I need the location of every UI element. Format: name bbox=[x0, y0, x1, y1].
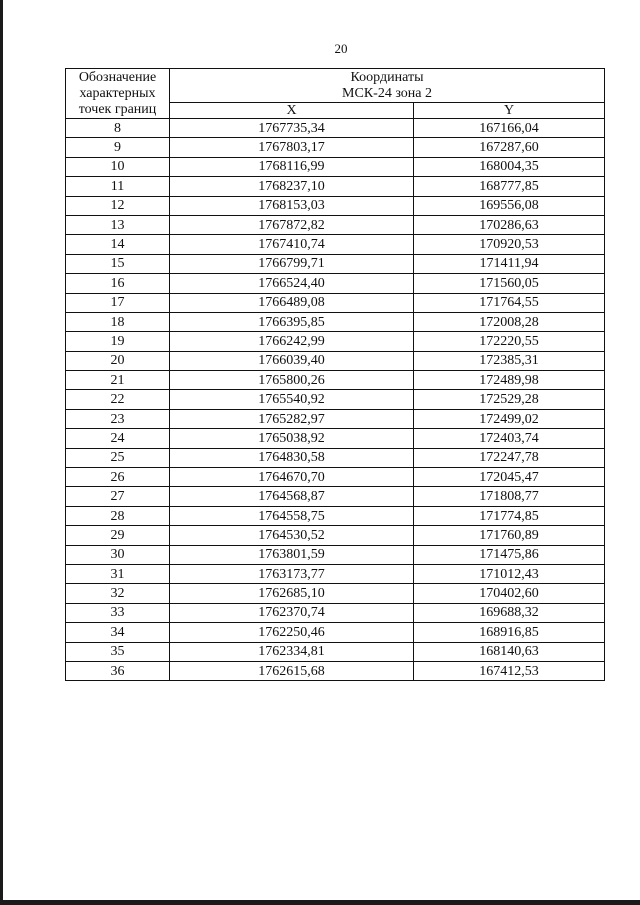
y-cell: 167287,60 bbox=[414, 138, 605, 157]
x-cell: 1767410,74 bbox=[170, 235, 414, 254]
table-row bbox=[66, 371, 605, 390]
point-header-line: характерных bbox=[79, 85, 156, 101]
x-cell: 1762334,81 bbox=[170, 642, 414, 661]
x-header: X bbox=[170, 103, 414, 119]
table-row bbox=[66, 506, 605, 525]
x-cell: 1768116,99 bbox=[170, 157, 414, 176]
x-cell: 1762250,46 bbox=[170, 623, 414, 642]
x-cell: 1766799,71 bbox=[170, 254, 414, 273]
point-header bbox=[66, 69, 170, 119]
x-cell: 1766524,40 bbox=[170, 274, 414, 293]
point-cell: 19 bbox=[66, 332, 170, 351]
table-row bbox=[66, 545, 605, 564]
table-row bbox=[66, 448, 605, 467]
y-cell: 171475,86 bbox=[414, 545, 605, 564]
table-row bbox=[66, 642, 605, 661]
point-cell: 11 bbox=[66, 177, 170, 196]
point-cell: 34 bbox=[66, 623, 170, 642]
point-cell: 12 bbox=[66, 196, 170, 215]
table-row bbox=[66, 293, 605, 312]
point-header-line: Обозначение bbox=[78, 69, 157, 85]
y-cell: 170402,60 bbox=[414, 584, 605, 603]
x-cell: 1766395,85 bbox=[170, 312, 414, 331]
point-cell: 21 bbox=[66, 371, 170, 390]
point-cell: 8 bbox=[66, 119, 170, 138]
table-row bbox=[66, 138, 605, 157]
table-row bbox=[66, 312, 605, 331]
table-row bbox=[66, 409, 605, 428]
x-cell: 1767803,17 bbox=[170, 138, 414, 157]
y-cell: 169556,08 bbox=[414, 196, 605, 215]
y-cell: 168140,63 bbox=[414, 642, 605, 661]
table-row bbox=[66, 429, 605, 448]
y-cell: 170286,63 bbox=[414, 215, 605, 234]
y-cell: 171012,43 bbox=[414, 564, 605, 583]
y-cell: 171764,55 bbox=[414, 293, 605, 312]
table-row bbox=[66, 351, 605, 370]
coordinates-header bbox=[170, 69, 605, 103]
table-row bbox=[66, 119, 605, 138]
point-cell: 26 bbox=[66, 468, 170, 487]
y-cell: 167166,04 bbox=[414, 119, 605, 138]
x-cell: 1767872,82 bbox=[170, 215, 414, 234]
table-row bbox=[66, 390, 605, 409]
x-cell: 1762370,74 bbox=[170, 603, 414, 622]
point-cell: 24 bbox=[66, 429, 170, 448]
table-row bbox=[66, 157, 605, 176]
page-edge-bottom bbox=[0, 900, 640, 905]
point-cell: 27 bbox=[66, 487, 170, 506]
y-cell: 171774,85 bbox=[414, 506, 605, 525]
y-cell: 168004,35 bbox=[414, 157, 605, 176]
x-cell: 1764670,70 bbox=[170, 468, 414, 487]
table-row bbox=[66, 526, 605, 545]
x-cell: 1765282,97 bbox=[170, 409, 414, 428]
point-cell: 14 bbox=[66, 235, 170, 254]
table-row bbox=[66, 254, 605, 273]
x-cell: 1764830,58 bbox=[170, 448, 414, 467]
y-cell: 168777,85 bbox=[414, 177, 605, 196]
point-header-line: точек границ bbox=[78, 101, 157, 117]
x-cell: 1762685,10 bbox=[170, 584, 414, 603]
y-header: Y bbox=[414, 103, 605, 119]
y-cell: 172247,78 bbox=[414, 448, 605, 467]
table-row bbox=[66, 332, 605, 351]
y-cell: 167412,53 bbox=[414, 661, 605, 680]
y-cell: 172499,02 bbox=[414, 409, 605, 428]
y-cell: 172008,28 bbox=[414, 312, 605, 331]
x-cell: 1768237,10 bbox=[170, 177, 414, 196]
y-cell: 171808,77 bbox=[414, 487, 605, 506]
point-cell: 33 bbox=[66, 603, 170, 622]
page-edge-left bbox=[0, 0, 3, 905]
x-cell: 1765038,92 bbox=[170, 429, 414, 448]
x-cell: 1764530,52 bbox=[170, 526, 414, 545]
point-cell: 17 bbox=[66, 293, 170, 312]
point-cell: 20 bbox=[66, 351, 170, 370]
table-row bbox=[66, 196, 605, 215]
y-cell: 168916,85 bbox=[414, 623, 605, 642]
table-body bbox=[66, 119, 605, 681]
table-row bbox=[66, 215, 605, 234]
y-cell: 171760,89 bbox=[414, 526, 605, 545]
point-cell: 10 bbox=[66, 157, 170, 176]
y-cell: 172529,28 bbox=[414, 390, 605, 409]
table-row bbox=[66, 603, 605, 622]
x-cell: 1765800,26 bbox=[170, 371, 414, 390]
point-cell: 32 bbox=[66, 584, 170, 603]
x-cell: 1763801,59 bbox=[170, 545, 414, 564]
coordinates-header-line: Координаты bbox=[350, 69, 424, 85]
point-cell: 25 bbox=[66, 448, 170, 467]
point-cell: 9 bbox=[66, 138, 170, 157]
coordinates-header-line: МСК-24 зона 2 bbox=[342, 85, 432, 101]
x-cell: 1766039,40 bbox=[170, 351, 414, 370]
table-row bbox=[66, 487, 605, 506]
point-cell: 13 bbox=[66, 215, 170, 234]
point-cell: 30 bbox=[66, 545, 170, 564]
table-row bbox=[66, 235, 605, 254]
y-cell: 172045,47 bbox=[414, 468, 605, 487]
y-cell: 171411,94 bbox=[414, 254, 605, 273]
x-cell: 1764568,87 bbox=[170, 487, 414, 506]
y-cell: 169688,32 bbox=[414, 603, 605, 622]
point-cell: 16 bbox=[66, 274, 170, 293]
y-cell: 170920,53 bbox=[414, 235, 605, 254]
page-number: 20 bbox=[334, 41, 348, 56]
point-cell: 29 bbox=[66, 526, 170, 545]
y-cell: 172403,74 bbox=[414, 429, 605, 448]
point-cell: 36 bbox=[66, 661, 170, 680]
x-cell: 1764558,75 bbox=[170, 506, 414, 525]
table-row bbox=[66, 274, 605, 293]
point-cell: 23 bbox=[66, 409, 170, 428]
point-cell: 31 bbox=[66, 564, 170, 583]
coordinates-table bbox=[65, 68, 605, 681]
table-row bbox=[66, 623, 605, 642]
x-cell: 1766242,99 bbox=[170, 332, 414, 351]
table-row bbox=[66, 584, 605, 603]
x-cell: 1765540,92 bbox=[170, 390, 414, 409]
table-row bbox=[66, 177, 605, 196]
point-cell: 28 bbox=[66, 506, 170, 525]
table-row bbox=[66, 468, 605, 487]
point-cell: 15 bbox=[66, 254, 170, 273]
y-cell: 172489,98 bbox=[414, 371, 605, 390]
point-cell: 22 bbox=[66, 390, 170, 409]
table-row bbox=[66, 661, 605, 680]
x-cell: 1766489,08 bbox=[170, 293, 414, 312]
x-cell: 1768153,03 bbox=[170, 196, 414, 215]
y-cell: 172220,55 bbox=[414, 332, 605, 351]
table-row bbox=[66, 564, 605, 583]
x-cell: 1762615,68 bbox=[170, 661, 414, 680]
x-cell: 1763173,77 bbox=[170, 564, 414, 583]
point-cell: 35 bbox=[66, 642, 170, 661]
point-cell: 18 bbox=[66, 312, 170, 331]
y-cell: 172385,31 bbox=[414, 351, 605, 370]
y-cell: 171560,05 bbox=[414, 274, 605, 293]
x-cell: 1767735,34 bbox=[170, 119, 414, 138]
